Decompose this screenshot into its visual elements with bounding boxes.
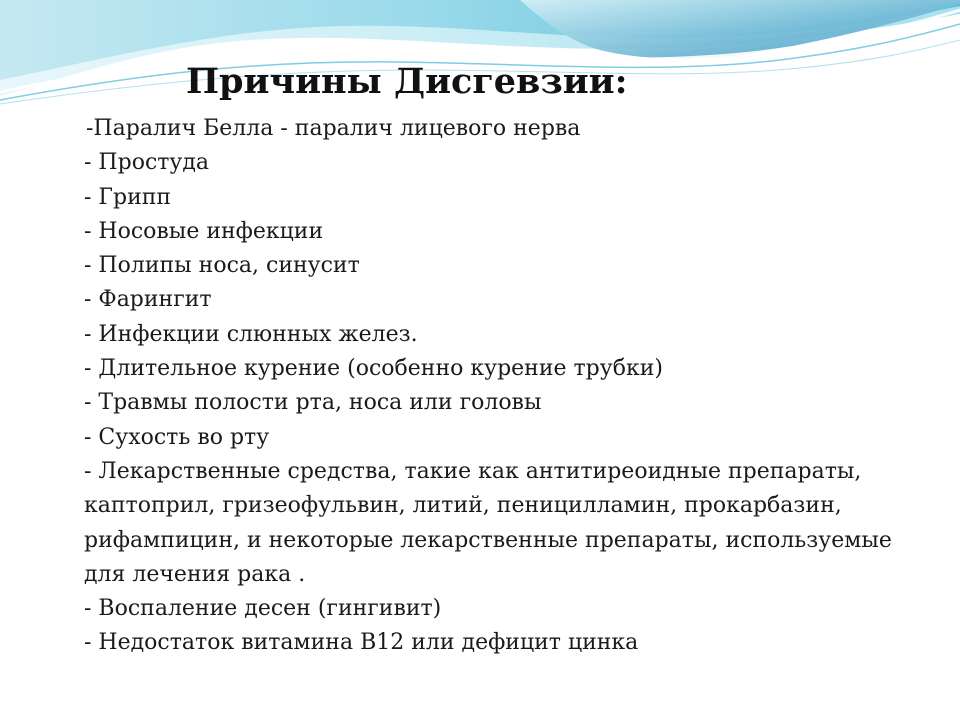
list-item: - Воспаление десен (гингивит) [84,596,442,622]
list-item: - Сухость во рту [84,424,270,450]
list-item: - Недостаток витамина B12 или дефицит цинка [84,630,639,656]
list-item: - Носовые инфекции [84,218,324,244]
list-item: - Инфекции слюнных желез. [84,321,418,347]
list-item: -Паралич Белла - паралич лицевого нерва [86,116,581,141]
causes-list [84,112,924,661]
list-item: - Длительное курение (особенно курение трубки) [84,356,663,382]
list-item: - Грипп [84,184,172,210]
list-item: - Простуда [84,150,210,176]
list-item: - Лекарственные средства, такие как антитиреоидные препараты, каптоприл, гризеофульвин, литий, пеницилламин, прокарбазин, рифампицин, и некоторые лекарственные препараты, используемые для лечения рака . [84,458,892,587]
list-item: - Фарингит [84,287,212,313]
list-item: - Травмы полости рта, носа или головы [84,390,542,416]
list-item: - Полипы носа, синусит [84,253,360,279]
slide-title: Причины Дисгевзии: [186,61,628,102]
